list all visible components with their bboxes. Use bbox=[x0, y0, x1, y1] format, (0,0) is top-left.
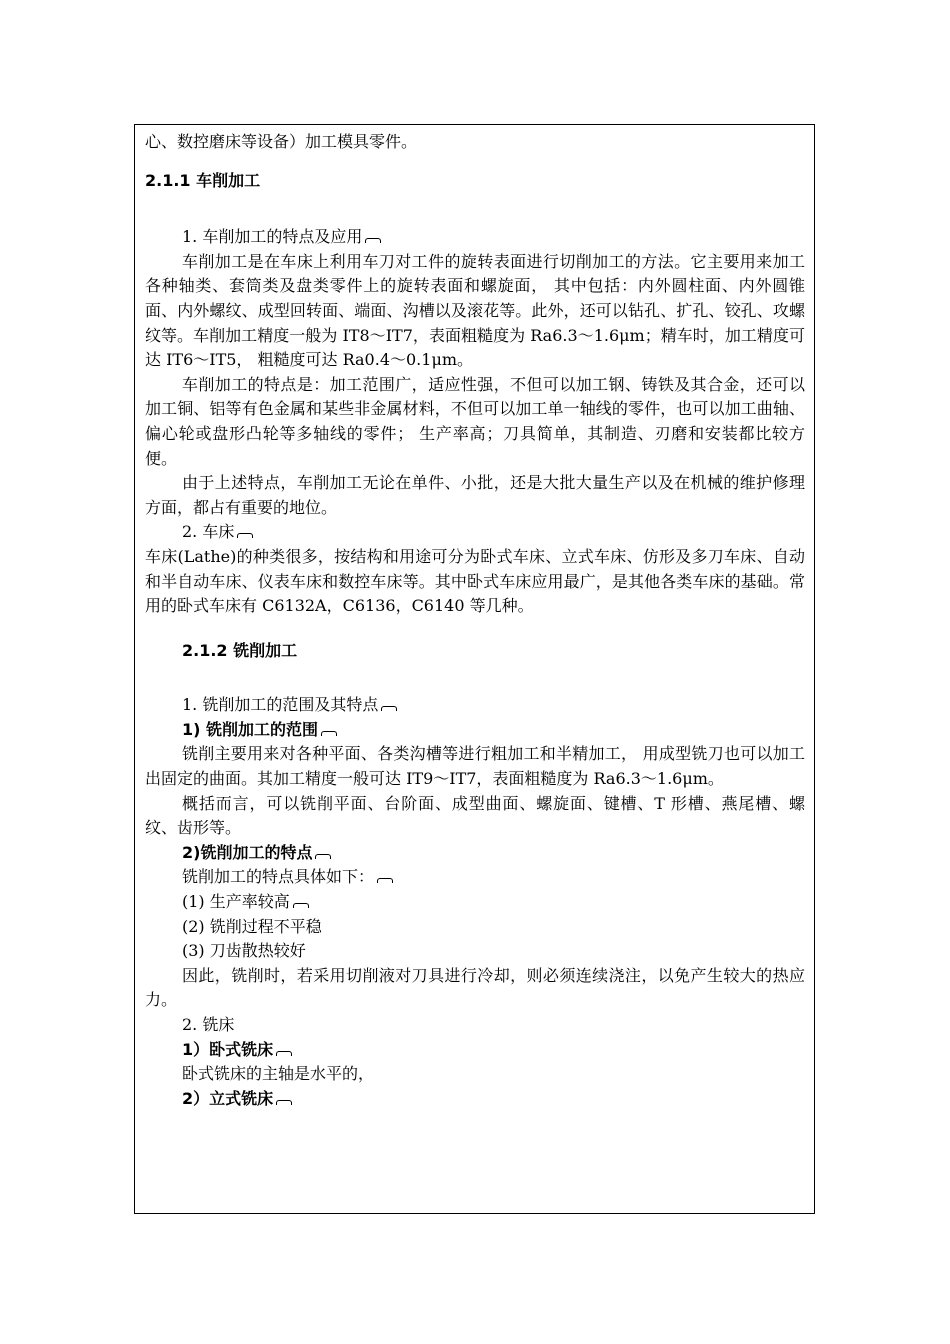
list-item: (2) 铣削过程不平稳 bbox=[182, 916, 322, 936]
document-content bbox=[145, 130, 805, 1111]
paragraph-mark-icon bbox=[276, 1051, 292, 1056]
paragraph-mark-icon bbox=[377, 878, 393, 883]
paragraph-turning-intro: 车削加工是在车床上利用车刀对工件的旋转表面进行切削加工的方法。它主要用来加工各种轴类、套筒类及盘类零件上的旋转表面和螺旋面， 其中包括：内外圆柱面、内外圆锥面、内外螺纹、成型回转面、端面、沟槽以及滚花等。此外，还可以钻孔、扩孔、铰孔、攻螺纹等。车削加工精度一般为 IT8～IT7，表面粗糙度为 Ra6.3～1.6μm；精车时，加工精度可达 IT6～IT5， 粗糙度可达 Ra0.4～0.1μm。 bbox=[145, 251, 805, 370]
paragraph-turning-characteristics: 车削加工的特点是：加工范围广，适应性强，不但可以加工钢、铸铁及其合金，还可以加工铜、铝等有色金属和某些非金属材料，不但可以加工单一轴线的零件，也可以加工曲轴、偏心轮或盘形凸轮等多轴线的零件； 生产率高；刀具简单，其制造、刃磨和安装都比较方便。 bbox=[145, 374, 805, 468]
subheading-milling-machine: 2. 铣床 bbox=[182, 1015, 235, 1034]
continuation-line: 心、数控磨床等设备）加工模具零件。 bbox=[145, 132, 418, 151]
subheading-milling-scope: 1. 铣削加工的范围及其特点 bbox=[145, 693, 805, 718]
document-frame bbox=[134, 124, 815, 1214]
paragraph-horizontal-mill: 卧式铣床的主轴是水平的， bbox=[182, 1064, 375, 1084]
bold-heading-vertical-mill: 2）立式铣床 bbox=[145, 1087, 805, 1112]
paragraph-mark-icon bbox=[315, 854, 331, 859]
paragraph-milling-features-intro: 铣削加工的特点具体如下： bbox=[145, 865, 805, 890]
paragraph-mark-icon bbox=[276, 1100, 292, 1105]
paragraph-mark-icon bbox=[237, 533, 253, 538]
bold-heading-milling-features: 2)铣削加工的特点 bbox=[145, 841, 805, 866]
bold-heading-horizontal-mill: 1）卧式铣床 bbox=[145, 1038, 805, 1063]
list-item: (1) 生产率较高 bbox=[145, 890, 805, 915]
paragraph-mark-icon bbox=[293, 903, 309, 908]
paragraph-mark-icon bbox=[321, 731, 337, 736]
paragraph-mark-icon bbox=[365, 238, 381, 243]
paragraph-turning-importance: 由于上述特点，车削加工无论在单件、小批，还是大批大量生产以及在机械的维护修理方面，都占有重要的地位。 bbox=[145, 473, 805, 517]
subheading-turning-features: 1. 车削加工的特点及应用 bbox=[145, 225, 805, 250]
paragraph-lathe-types: 车床(Lathe)的种类很多，按结构和用途可分为卧式车床、立式车床、仿形及多刀车床、自动和半自动车床、仪表车床和数控车床等。其中卧式车床应用最广，是其他各类车床的基础。常用的卧式车床有 C6132A，C6136，C6140 等几种。 bbox=[145, 546, 805, 616]
paragraph-milling-range: 铣削主要用来对各种平面、各类沟槽等进行粗加工和半精加工， 用成型铣刀也可以加工出固定的曲面。其加工精度一般可达 IT9～IT7，表面粗糙度为 Ra6.3～1.6μm。 bbox=[145, 744, 805, 789]
paragraph-mark-icon bbox=[381, 706, 397, 711]
paragraph-milling-coolant: 因此，铣削时，若采用切削液对刀具进行冷却，则必须连续浇注，以免产生较大的热应力。 bbox=[145, 965, 805, 1010]
section-heading-turning: 2.1.1 车削加工 bbox=[145, 170, 261, 190]
subheading-lathe: 2. 车床 bbox=[145, 520, 805, 545]
list-item: (3) 刀齿散热较好 bbox=[182, 941, 306, 961]
bold-heading-milling-range: 1) 铣削加工的范围 bbox=[145, 718, 805, 743]
section-heading-milling: 2.1.2 铣削加工 bbox=[182, 640, 298, 660]
paragraph-milling-summary: 概括而言，可以铣削平面、台阶面、成型曲面、螺旋面、键槽、T 形槽、燕尾槽、螺纹、齿形等。 bbox=[145, 793, 805, 838]
